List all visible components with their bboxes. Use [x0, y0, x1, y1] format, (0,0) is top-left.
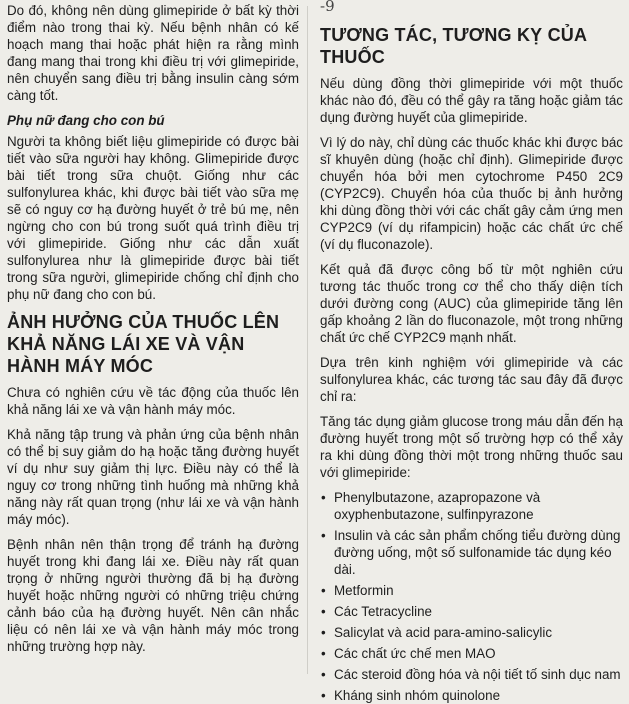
list-item: • Insulin và các sản phẩm chống tiểu đường dùng đường uống, một số sulfonamide tác dụng kéo dài. [320, 527, 623, 578]
interactions-paragraph-4: Dựa trên kinh nghiệm với glimepiride và các sulfonylurea khác, các tương tác sau đây đã được chỉ ra: [320, 355, 623, 404]
list-item: • Salicylat và acid para-amino-salicylic [320, 624, 623, 641]
list-item: • Các chất ức chế men MAO [320, 645, 623, 662]
list-item: • Các steroid đồng hóa và nội tiết tố sinh dục nam [320, 666, 623, 683]
list-item: • Các Tetracycline [320, 603, 623, 620]
interactions-paragraph-2: Vì lý do này, chỉ dùng các thuốc khác khi được bác sĩ khuyên dùng (hoặc chỉ định). Glimepiride được chuyển hóa bởi men cytochrome P450 2C9 (CYP2C9). Chuyển hóa của thuốc bị ảnh hưởng khi dùng đồng thời với các chất gây cảm ứng men CYP2C9 (ví dụ rifampicin) hoặc các chất ức chế (ví dụ fluconazole). [320, 135, 623, 252]
interactions-paragraph-3: Kết quả đã được công bố từ một nghiên cứu tương tác thuốc trong cơ thể cho thấy diện tích dưới đường cong (AUC) của glimepiride tăng lên gấp khoảng 2 lần do fluconazole, một trong những chất ức chế CYP2C9 mạnh nhất. [320, 262, 623, 345]
interactions-paragraph-5: Tăng tác dụng giảm glucose trong máu dẫn đến hạ đường huyết trong một số trường hợp có thể xảy ra khi dùng đồng thời một trong những thuốc sau với glimepiride: [320, 414, 623, 480]
left-column [7, 0, 307, 680]
list-item: • Phenylbutazone, azapropazone và oxyphenbutazone, sulfinpyrazone [320, 489, 623, 523]
page-mark: -9 [320, 0, 335, 15]
interacting-drugs-list [320, 489, 623, 704]
driving-paragraph-2: Khả năng tập trung và phản ứng của bệnh nhân có thể bị suy giảm do hạ hoặc tăng đường huyết ví dụ như suy giảm thị lực. Điều này có thể là nguy cơ trong những tình huống mà những khả năng này rất quan trọng (như lái xe và vận hành máy móc). [7, 427, 299, 527]
interactions-heading: TƯƠNG TÁC, TƯƠNG KỴ CỦA THUỐC [320, 25, 587, 67]
interactions-paragraph-1: Nếu dùng đồng thời glimepiride với một thuốc khác nào đó, đều có thể gây ra tăng hoặc giảm tác dụng đường huyết của glimepiride. [320, 76, 623, 125]
driving-paragraph-3: Bệnh nhân nên thận trọng để tránh hạ đường huyết trong khi đang lái xe. Điều này rất quan trọng ở những người thường đã bị hạ đường huyết hoặc những người có những triệu chứng cảnh báo của hạ đường huyết. Nên cân nhắc liệu có nên lái xe và vận hành máy móc trong những trường hợp này. [7, 537, 299, 654]
list-item: • Metformin [320, 582, 623, 599]
pregnancy-paragraph: Do đó, không nên dùng glimepiride ở bất kỳ thời điểm nào trong thai kỳ. Nếu bệnh nhân có kế hoạch mang thai hoặc phát hiện ra rằng mình đang mang thai trong khi điều trị với glimepiride, nên chuyển sang điều trị bằng insulin càng sớm càng tốt. [7, 3, 299, 103]
driving-paragraph-1: Chưa có nghiên cứu về tác động của thuốc lên khả năng lái xe và vận hành máy móc. [7, 385, 299, 417]
nursing-heading: Phụ nữ đang cho con bú [7, 113, 165, 128]
right-column [308, 0, 623, 703]
nursing-paragraph: Người ta không biết liệu glimepiride có được bài tiết vào sữa người hay không. Glimepiride được bài tiết trong sữa chuột. Giống như các sulfonylurea khác, khi được bài tiết vào sữa mẹ sẽ có nguy cơ hạ đường huyết ở trẻ bú mẹ, nên ngừng cho con bú trong suốt quá trình điều trị với glimepiride. Giống như các dẫn xuất sulfonylurea như là glimepiride được bài tiết trong sữa người, glimepiride chống chỉ định cho phụ nữ đang cho con bú. [7, 134, 299, 302]
list-item: • Kháng sinh nhóm quinolone [320, 687, 623, 704]
driving-heading: ẢNH HƯỞNG CỦA THUỐC LÊN KHẢ NĂNG LÁI XE VÀ VẬN HÀNH MÁY MÓC [7, 312, 280, 376]
